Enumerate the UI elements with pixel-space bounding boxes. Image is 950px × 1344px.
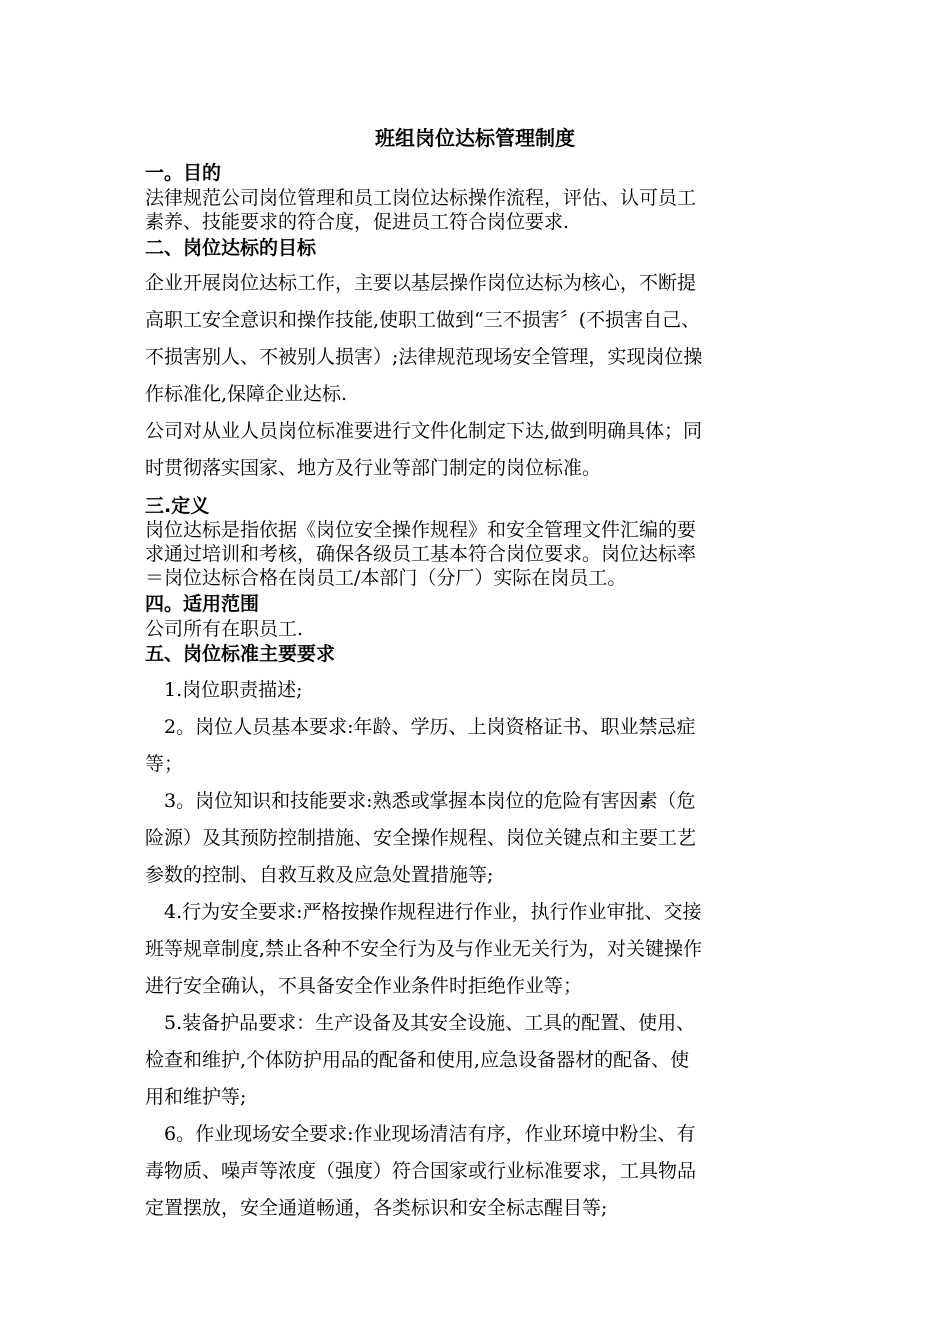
list-item-line: 4.行为安全要求:严格按操作规程进行作业，执行作业审批、交接	[145, 901, 702, 923]
section-body-purpose	[145, 186, 825, 234]
list-item-line: 3。岗位知识和技能要求:熟悉或掌握本岗位的危险有害因素（危	[145, 790, 696, 812]
list-item-line: 等；	[145, 753, 184, 775]
section-body-definition	[145, 518, 825, 590]
list-item-line: 定置摆放，安全通道畅通，各类标识和安全标志醒目等;	[145, 1197, 608, 1219]
list-item-line: 2。岗位人员基本要求:年龄、学历、上岗资格证书、职业禁忌症	[145, 716, 696, 738]
paragraph-line: 法律规范公司岗位管理和员工岗位达标操作流程，评估、认可员工	[145, 187, 697, 209]
paragraph-line: 高职工安全意识和操作技能,使职工做到“三不损害〞(不损害自己、	[145, 309, 701, 331]
paragraph-line: 求通过培训和考核，确保各级员工基本符合岗位要求。岗位达标率	[145, 543, 697, 565]
list-item-line: 险源）及其预防控制措施、安全操作规程、岗位关键点和主要工艺	[145, 827, 697, 849]
section-heading-goal: 二、岗位达标的目标	[145, 237, 317, 259]
list-item-line: 用和维护等;	[145, 1086, 247, 1108]
document-title: 班组岗位达标管理制度	[375, 126, 575, 150]
list-item-line: 6。作业现场安全要求:作业现场清洁有序，作业环境中粉尘、有	[145, 1123, 696, 1145]
list-item-line: 毒物质、噪声等浓度（强度）符合国家或行业标准要求，工具物品	[145, 1160, 697, 1182]
paragraph-line: 素养、技能要求的符合度，促进员工符合岗位要求.	[145, 211, 570, 233]
list-item-line: 5.装备护品要求：生产设备及其安全设施、工具的配置、使用、	[145, 1012, 696, 1034]
section-heading-scope: 四。适用范围	[145, 593, 260, 615]
list-item-line: 1.岗位职责描述;	[145, 679, 303, 701]
section-body-requirements	[145, 672, 825, 1227]
section-heading-purpose: 一。目的	[145, 162, 222, 184]
paragraph-line: ＝岗位达标合格在岗员工/本部门（分厂）实际在岗员工。	[145, 567, 627, 589]
list-item-line: 检查和维护,个体防护用品的配备和使用,应急设备器材的配备、使	[145, 1049, 690, 1071]
paragraph-line: 作标准化,保障企业达标.	[145, 383, 348, 405]
section-body-scope	[145, 617, 825, 641]
section-heading-definition: 三.定义	[145, 495, 210, 517]
paragraph-line: 企业开展岗位达标工作，主要以基层操作岗位达标为核心，不断提	[145, 272, 697, 294]
list-item-line: 进行安全确认，不具备安全作业条件时拒绝作业等；	[145, 975, 583, 997]
paragraph-line: 岗位达标是指依据《岗位安全操作规程》和安全管理文件汇编的要	[145, 519, 697, 541]
section-body-goal	[145, 265, 825, 487]
paragraph-line: 公司对从业人员岗位标准要进行文件化制定下达,做到明确具体；同	[145, 420, 703, 442]
paragraph-line: 不损害别人、不被别人损害）;法律规范现场安全管理，实现岗位操	[145, 346, 703, 368]
section-heading-requirements: 五、岗位标准主要要求	[145, 643, 336, 665]
paragraph-line: 时贯彻落实国家、地方及行业等部门制定的岗位标准。	[145, 457, 602, 479]
paragraph-line: 公司所有在职员工.	[145, 618, 304, 640]
list-item-line: 参数的控制、自救互救及应急处置措施等;	[145, 864, 494, 886]
list-item-line: 班等规章制度,禁止各种不安全行为及与作业无关行为，对关键操作	[145, 938, 703, 960]
